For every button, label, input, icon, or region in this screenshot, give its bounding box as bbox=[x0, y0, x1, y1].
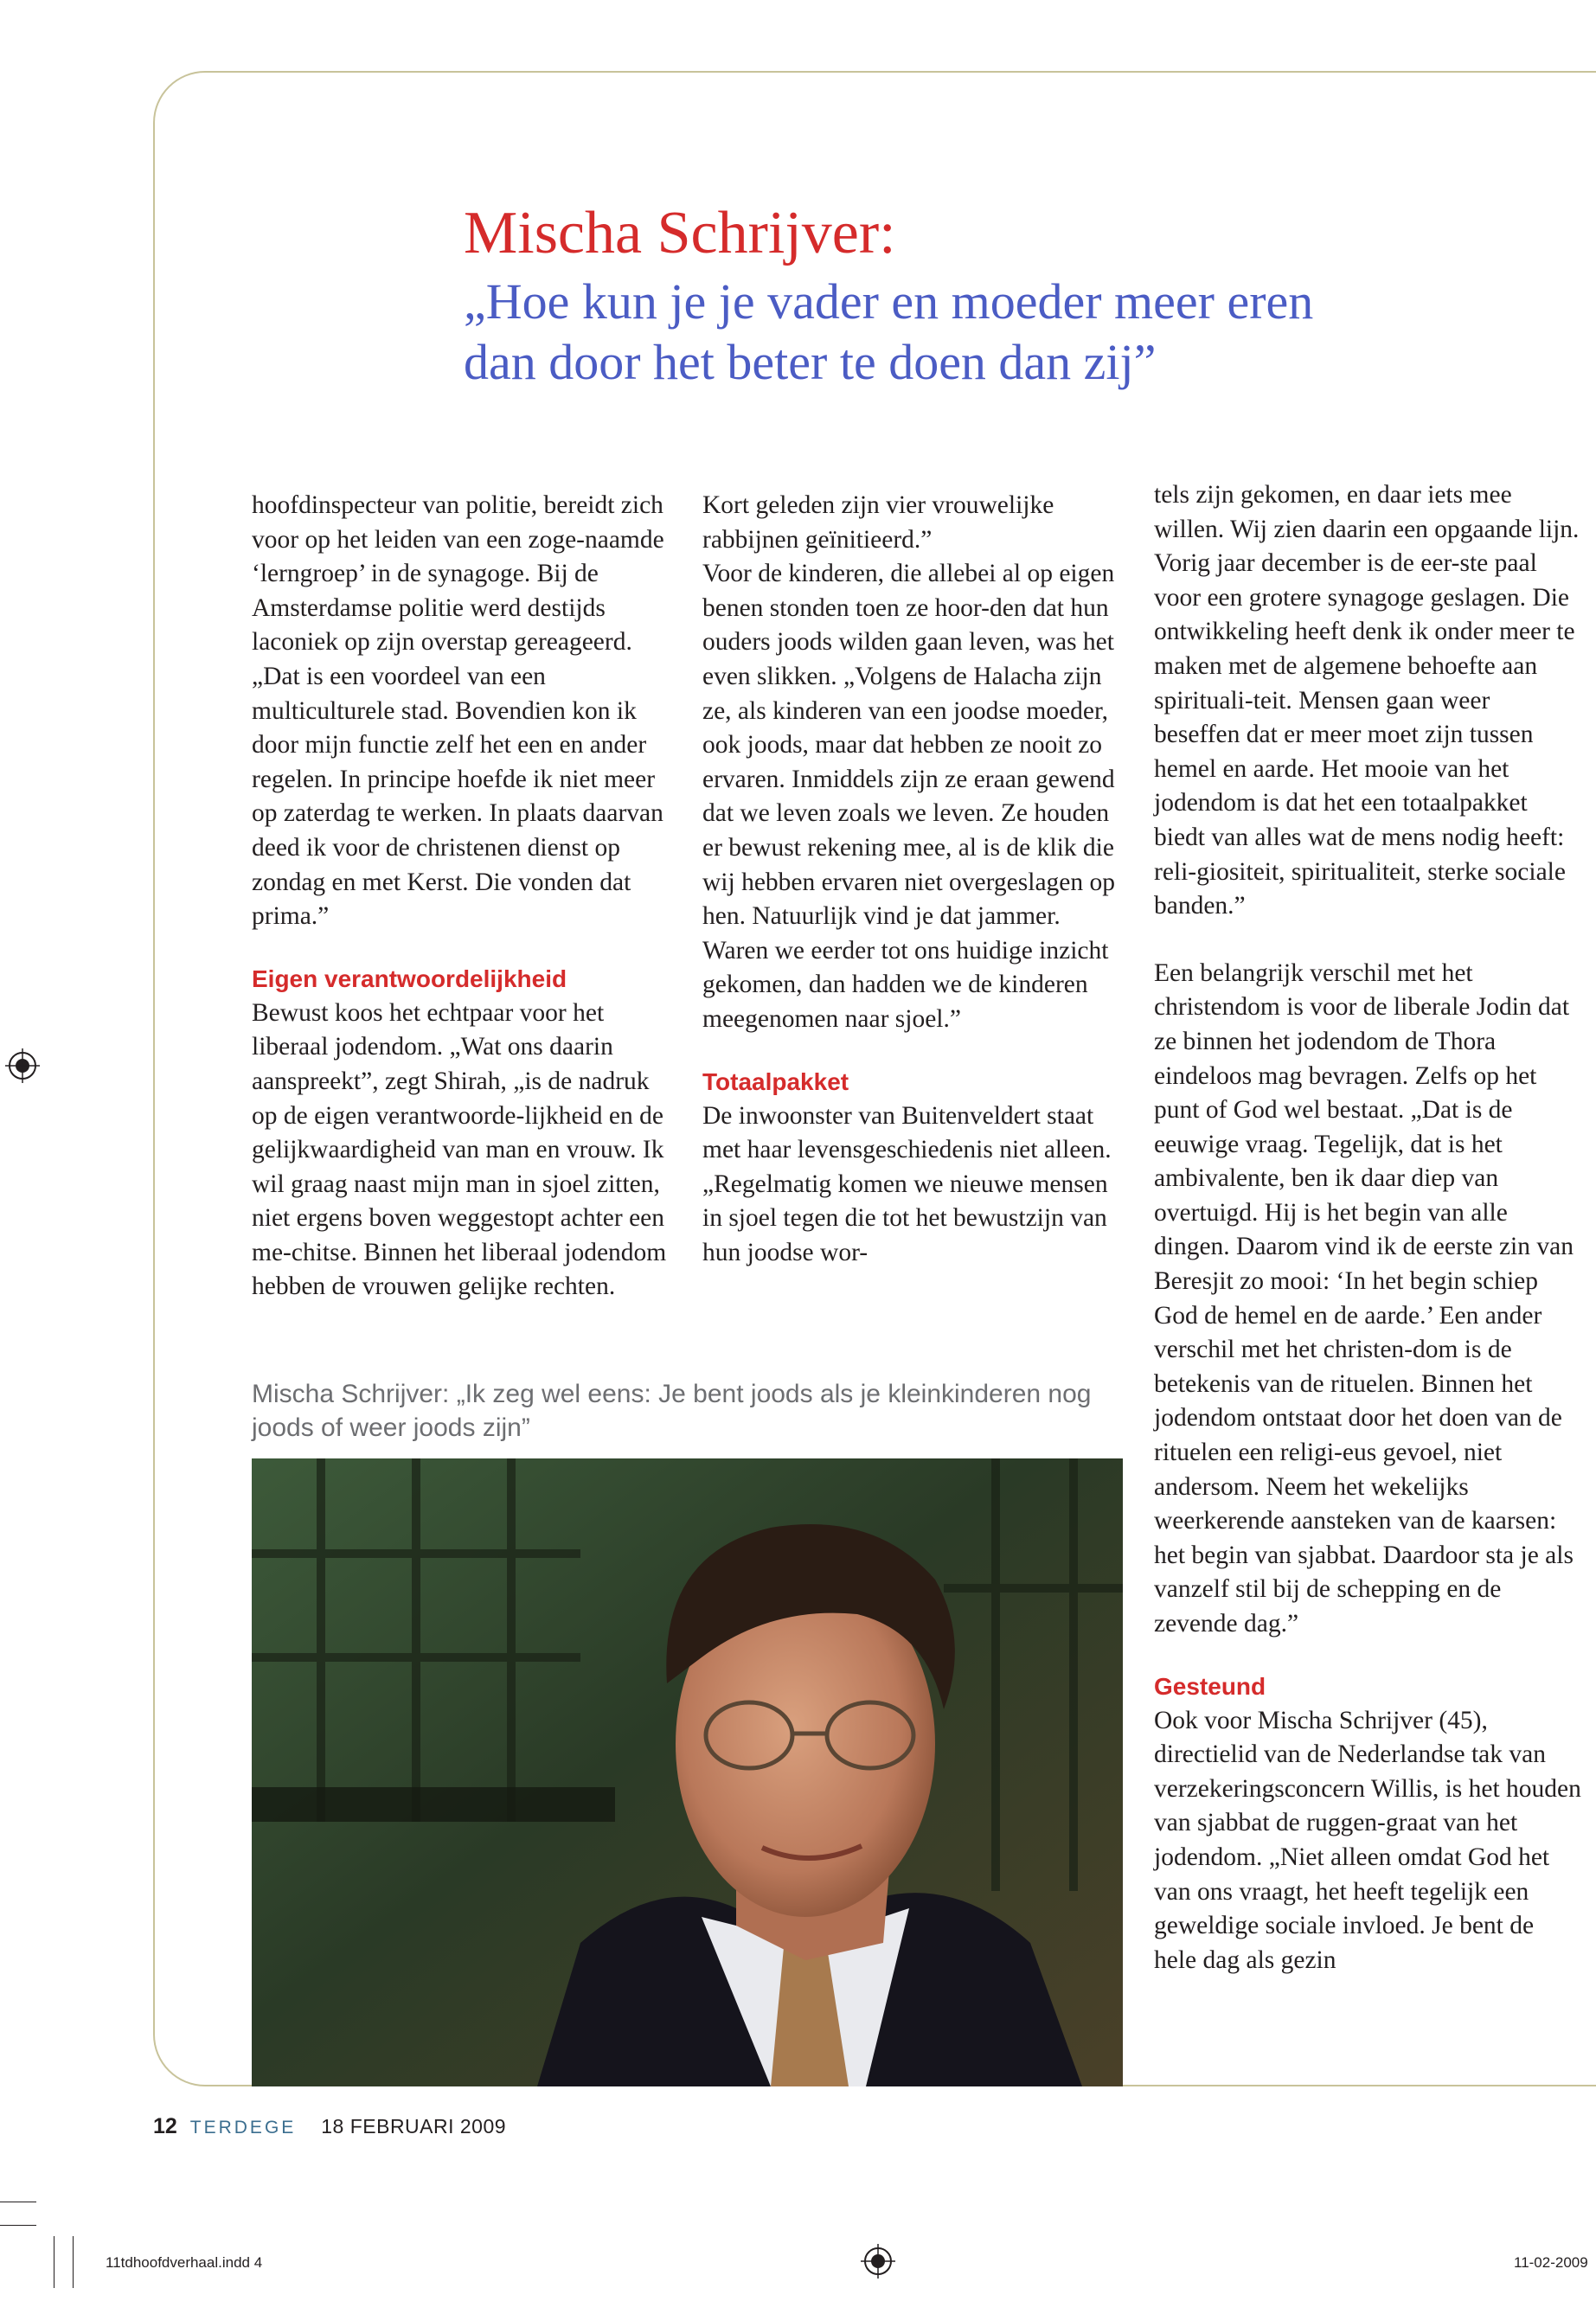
column2-paragraph-1: Kort geleden zijn vier vrouwelijke rabbijnen geïnitieerd.” bbox=[702, 491, 1054, 554]
article-title-quote bbox=[464, 272, 1415, 393]
article-column-2 bbox=[702, 489, 1131, 1270]
registration-mark-bottom-icon bbox=[861, 2244, 895, 2279]
section-heading-totaalpakket: Totaalpakket bbox=[702, 1067, 849, 1095]
slug-date: 11-02-2009 bbox=[1514, 2254, 1588, 2271]
portrait-illustration bbox=[252, 1458, 1123, 2086]
column3-paragraph-2: Een belangrijk verschil met het christendom is voor de liberale Jodin dat ze binnen het jodendom de Thora eindeloos mag bevragen. Zelfs op het punt of God wel bestaat. „Dat is de eeuwige vraag. Tegelijk, dat is het ambivalente, ben ik daar diep van overtuigd. Hij is het begin van alle dingen. Daarom vind ik de eerste zin van Beresjit zo mooi: ‘In het begin schiep God de hemel en de aarde.’ Een ander verschil met het christen-dom is de betekenis van de rituelen. Binnen het jodendom ontstaat door het doen van de rituelen een religi-eus gevoel, niet andersom. Neem het wekelijks weerkerende aansteken van de kaarsen: het begin van sjabbat. Daardoor sta je als vanzelf stil bij de schepping en de zevende dag.” bbox=[1154, 958, 1574, 1638]
crop-mark bbox=[0, 2225, 36, 2226]
column2-paragraph-2: Voor de kinderen, die allebei al op eigen benen stonden toen ze hoor-den dat hun ouders joods wilden gaan leven, was het even slikken. „Volgens de Halacha zijn ze, als kinderen van een joodse moeder, ook joods, maar dat hebben ze nooit zo ervaren. Inmiddels zijn ze eraan gewend dat we leven zoals we leven. Ze houden er bewust rekening mee, al is de klik die wij hebben ervaren niet overgeslagen op hen. Natuurlijk vind je dat jammer. Waren we eerder tot ons huidige inzicht gekomen, dan hadden we de kinderen meegenomen naar sjoel.” bbox=[702, 560, 1116, 1033]
slug-filename: 11tdhoofdverhaal.indd 4 bbox=[106, 2254, 263, 2271]
column1-paragraph-1: hoofdinspecteur van politie, bereidt zich voor op het leiden van een zoge-naamde ‘lerngroep’ in de synagoge. Bij de Amsterdamse politie werd destijds laconiek op zijn overstap gereageerd. „Dat is een voordeel van een multiculturele stad. Bovendien kon ik door mijn functie zelf het een en ander regelen. In principe hoefde ik niet meer op zaterdag te werken. In plaats daarvan deed ik voor de christenen dienst op zondag en met Kerst. Die vonden dat prima.” bbox=[252, 491, 664, 931]
section-heading-eigen-verantwoordelijkheid: Eigen verantwoordelijkheid bbox=[252, 965, 567, 992]
column3-paragraph-3: Ook voor Mischa Schrijver (45), directielid van de Nederlandse tak van verzekeringsconcern Willis, is het houden van sjabbat de ruggen-graat van het jodendom. „Niet alleen omdat God het van ons vraagt, het heeft tegelijk een geweldige sociale invloed. Je bent de hele dag als gezin bbox=[1154, 1706, 1581, 1974]
page-footer bbox=[153, 2113, 506, 2141]
crop-mark bbox=[73, 2236, 74, 2288]
article-title-name: Mischa Schrijver: bbox=[464, 200, 896, 266]
title-quote-line1: „Hoe kun je je vader en moeder meer eren bbox=[464, 273, 1314, 330]
column1-paragraph-2: Bewust koos het echtpaar voor het liberaal jodendom. „Wat ons daarin aanspreekt”, zegt Shirah, „is de nadruk op de eigen verantwoorde-lijkheid en de gelijkwaardigheid van man en vrouw. Ik wil graag naast mijn man in sjoel zitten, niet ergens boven weggestopt achter een me-chitse. Binnen het liberaal jodendom hebben de vrouwen gelijke rechten. bbox=[252, 998, 667, 1301]
issue-date: 18 FEBRUARI 2009 bbox=[321, 2115, 507, 2138]
section-heading-gesteund: Gesteund bbox=[1154, 1672, 1266, 1700]
portrait-photo bbox=[252, 1458, 1123, 2086]
magazine-name: TERDEGE bbox=[189, 2118, 297, 2138]
column2-paragraph-3: De inwoonster van Buitenveldert staat met haar levensgeschiedenis niet alleen. „Regelmatig komen we nieuwe mensen in sjoel tegen die tot het bewustzijn van hun joodse wor- bbox=[702, 1101, 1112, 1266]
registration-mark-icon bbox=[5, 1048, 40, 1083]
photo-caption: Mischa Schrijver: „Ik zeg wel eens: Je bent joods als je kleinkinderen nog joods of weer joods zijn” bbox=[252, 1380, 1092, 1442]
title-quote-line2: dan door het beter te doen dan zij” bbox=[464, 334, 1157, 390]
page-number: 12 bbox=[153, 2114, 177, 2138]
column3-paragraph-1: tels zijn gekomen, en daar iets mee willen. Wij zien daarin een opgaande lijn. Vorig jaar december is de eer-ste paal voor een grotere synagoge geslagen. Die ontwikkeling heeft denk ik onder meer te maken met de algemene behoefte aan spirituali-teit. Mensen gaan weer beseffen dat er meer moet zijn tussen hemel en aarde. Het mooie van het jodendom is dat het een totaalpakket biedt van alles wat de mens nodig heeft: reli-giositeit, spiritualiteit, sterke sociale banden.” bbox=[1154, 481, 1580, 920]
article-column-1 bbox=[252, 489, 680, 1304]
article-column-3 bbox=[1154, 478, 1582, 1977]
